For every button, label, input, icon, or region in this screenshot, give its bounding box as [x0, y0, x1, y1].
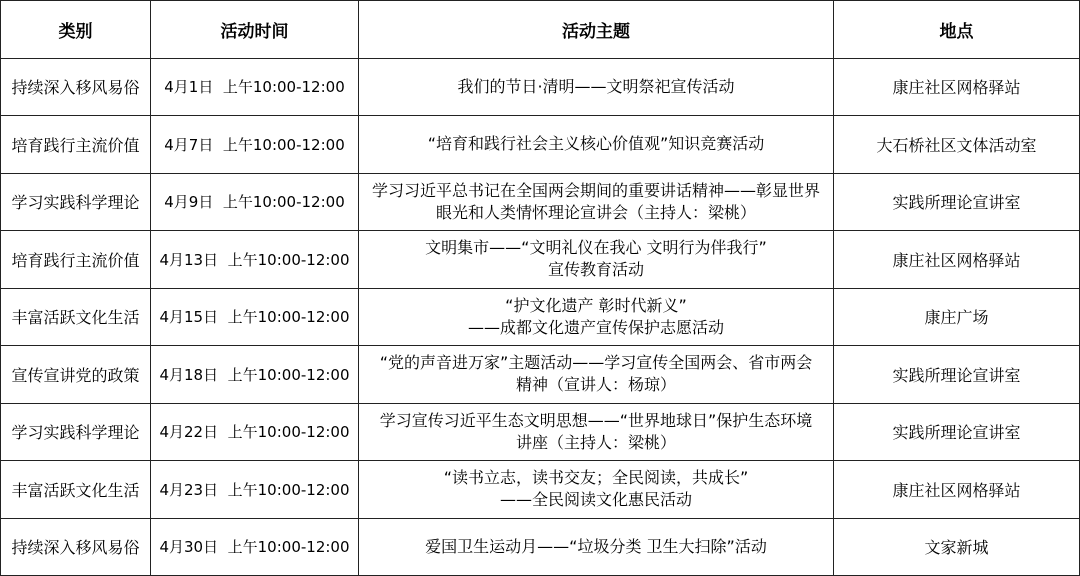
theme-line: 爱国卫生运动月——“垃圾分类 卫生大扫除”活动 — [425, 536, 767, 556]
category-cell: 培育践行主流价值 — [1, 231, 151, 289]
location-cell: 实践所理论宣讲室 — [834, 346, 1080, 404]
location-cell: 实践所理论宣讲室 — [834, 174, 1080, 232]
theme-cell — [359, 346, 834, 404]
theme-cell — [359, 231, 834, 289]
header-theme: 活动主题 — [359, 1, 834, 59]
category-cell: 学习实践科学理论 — [1, 404, 151, 462]
theme-line: 讲座（主持人：梁桃） — [515, 432, 676, 452]
theme-line: 学习宣传习近平生态文明思想——“世界地球日”保护生态环境 — [379, 410, 813, 430]
theme-line: “党的声音进万家”主题活动——学习宣传全国两会、省市两会 — [379, 353, 813, 373]
category-cell: 丰富活跃文化生活 — [1, 461, 151, 519]
location-cell: 康庄社区网格驿站 — [834, 59, 1080, 117]
time-cell: 4月1日 上午10:00-12:00 — [151, 59, 359, 117]
location-cell: 康庄社区网格驿站 — [834, 231, 1080, 289]
time-cell: 4月22日 上午10:00-12:00 — [151, 404, 359, 462]
header-location: 地点 — [834, 1, 1080, 59]
theme-line: 我们的节日·清明——文明祭祀宣传活动 — [457, 76, 735, 96]
theme-line: 学习习近平总书记在全国两会期间的重要讲话精神——彰显世界 — [371, 180, 820, 200]
location-cell: 康庄社区网格驿站 — [834, 461, 1080, 519]
header-category: 类别 — [1, 1, 151, 59]
theme-line: 精神（宣讲人：杨琼） — [515, 375, 676, 395]
theme-line: “护文化遗产 彰时代新义” — [505, 295, 687, 315]
category-cell: 学习实践科学理论 — [1, 174, 151, 232]
theme-cell — [359, 289, 834, 347]
category-cell: 持续深入移风易俗 — [1, 519, 151, 576]
category-cell: 宣传宣讲党的政策 — [1, 346, 151, 404]
time-cell: 4月23日 上午10:00-12:00 — [151, 461, 359, 519]
theme-cell — [359, 116, 834, 174]
category-cell: 丰富活跃文化生活 — [1, 289, 151, 347]
theme-cell — [359, 404, 834, 462]
location-cell: 大石桥社区文体活动室 — [834, 116, 1080, 174]
theme-cell — [359, 461, 834, 519]
time-cell: 4月18日 上午10:00-12:00 — [151, 346, 359, 404]
header-time: 活动时间 — [151, 1, 359, 59]
theme-line: ——全民阅读文化惠民活动 — [499, 490, 692, 510]
theme-line: 文明集市——“文明礼仪在我心 文明行为伴我行” — [425, 238, 767, 258]
theme-line: 眼光和人类情怀理论宣讲会（主持人：梁桃） — [435, 202, 756, 222]
location-cell: 实践所理论宣讲室 — [834, 404, 1080, 462]
theme-line: “读书立志，读书交友；全民阅读，共成长” — [443, 468, 749, 488]
category-cell: 培育践行主流价值 — [1, 116, 151, 174]
time-cell: 4月30日 上午10:00-12:00 — [151, 519, 359, 576]
theme-line: ——成都文化遗产宣传保护志愿活动 — [467, 317, 724, 337]
theme-line: 宣传教育活动 — [547, 260, 644, 280]
theme-cell — [359, 519, 834, 576]
theme-line: “培育和践行社会主义核心价值观”知识竞赛活动 — [427, 134, 765, 154]
theme-cell — [359, 174, 834, 232]
location-cell: 文家新城 — [834, 519, 1080, 576]
location-cell: 康庄广场 — [834, 289, 1080, 347]
time-cell: 4月9日 上午10:00-12:00 — [151, 174, 359, 232]
time-cell: 4月13日 上午10:00-12:00 — [151, 231, 359, 289]
theme-cell — [359, 59, 834, 117]
category-cell: 持续深入移风易俗 — [1, 59, 151, 117]
time-cell: 4月15日 上午10:00-12:00 — [151, 289, 359, 347]
time-cell: 4月7日 上午10:00-12:00 — [151, 116, 359, 174]
